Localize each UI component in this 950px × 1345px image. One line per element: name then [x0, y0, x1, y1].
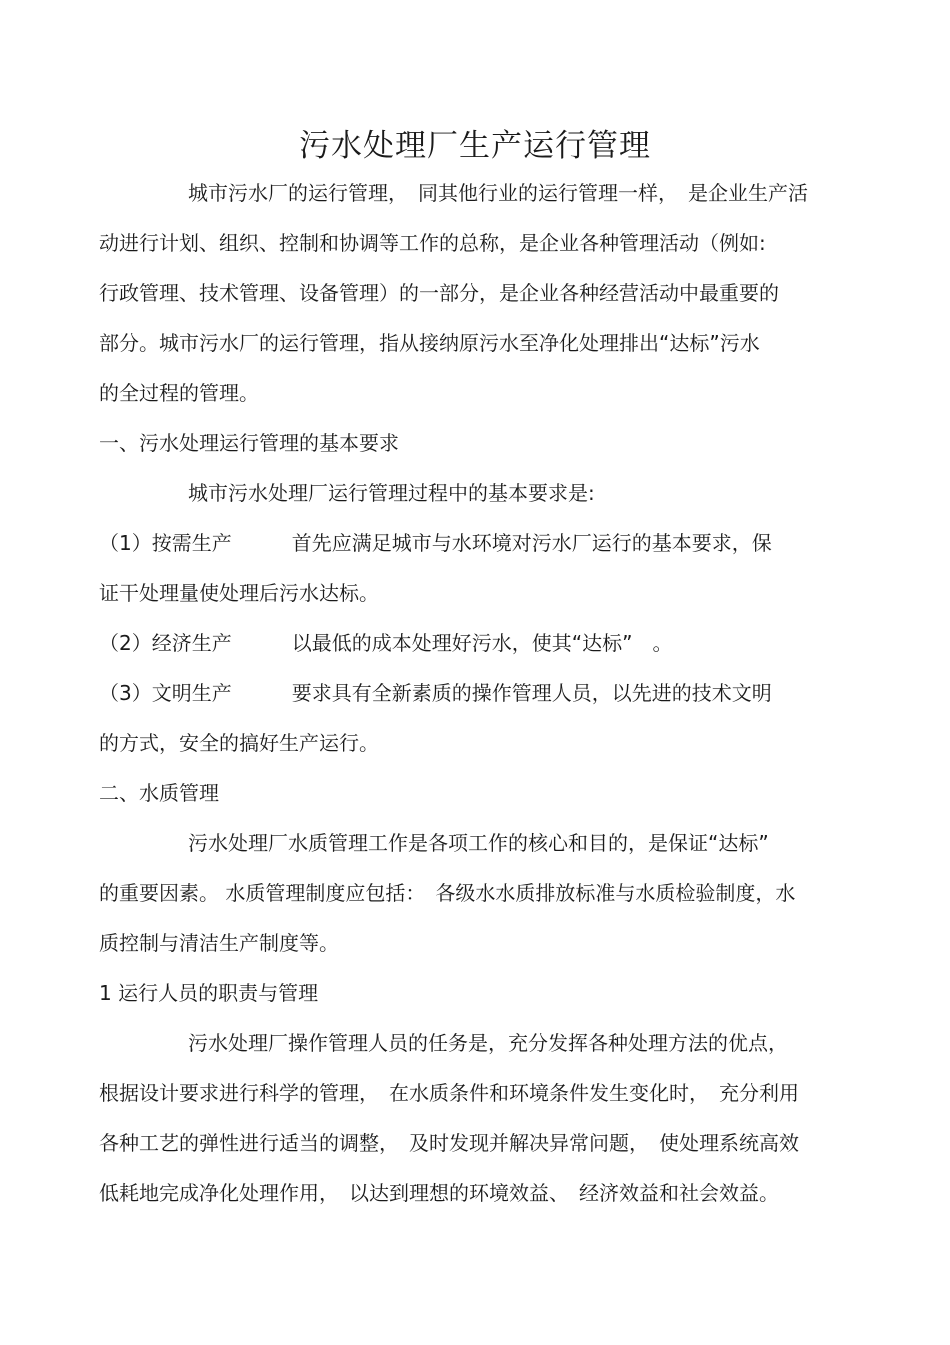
section-heading: 1 运行人员的职责与管理 — [99, 981, 319, 1005]
paragraph-line: 污水处理厂操作管理人员的任务是，充分发挥各种处理方法的优点， — [188, 1031, 788, 1055]
paragraph-line: 的方式，安全的搞好生产运行。 — [99, 731, 379, 755]
paragraph-line: 质控制与清洁生产制度等。 — [99, 931, 339, 955]
paragraph-line: 部分。城市污水厂的运行管理，指从接纳原污水至净化处理排出“达标”污水 — [99, 331, 760, 355]
section-heading: 一、污水处理运行管理的基本要求 — [99, 431, 399, 455]
paragraph-line: 污水处理厂水质管理工作是各项工作的核心和目的，是保证“达标” — [188, 831, 769, 855]
paragraph-line: 行政管理、技术管理、设备管理）的一部分，是企业各种经营活动中最重要的 — [99, 281, 779, 305]
paragraph-line: 的重要因素。 水质管理制度应包括： 各级水水质排放标准与水质检验制度，水 — [99, 881, 796, 905]
section-heading: 二、水质管理 — [99, 781, 219, 805]
paragraph-line: 的全过程的管理。 — [99, 381, 259, 405]
paragraph-line: 根据设计要求进行科学的管理， 在水质条件和环境条件发生变化时， 充分利用 — [99, 1081, 799, 1105]
paragraph-line: 低耗地完成净化处理作用， 以达到理想的环境效益、 经济效益和社会效益。 — [99, 1181, 779, 1205]
paragraph-line: 城市污水厂的运行管理， 同其他行业的运行管理一样， 是企业生产活 — [188, 181, 808, 205]
paragraph-line: 各种工艺的弹性进行适当的调整， 及时发现并解决异常问题， 使处理系统高效 — [99, 1131, 799, 1155]
paragraph-line: 证干处理量使处理后污水达标。 — [99, 581, 379, 605]
list-item: （3）文明生产 要求具有全新素质的操作管理人员，以先进的技术文明 — [99, 681, 772, 705]
list-item: （1）按需生产 首先应满足城市与水环境对污水厂运行的基本要求，保 — [99, 531, 772, 555]
list-item: （2）经济生产 以最低的成本处理好污水，使其“达标” 。 — [99, 631, 673, 655]
document-title: 污水处理厂生产运行管理 — [299, 128, 651, 164]
paragraph-line: 动进行计划、组织、控制和协调等工作的总称，是企业各种管理活动（例如: — [99, 231, 766, 255]
paragraph-line: 城市污水处理厂运行管理过程中的基本要求是: — [188, 481, 595, 505]
